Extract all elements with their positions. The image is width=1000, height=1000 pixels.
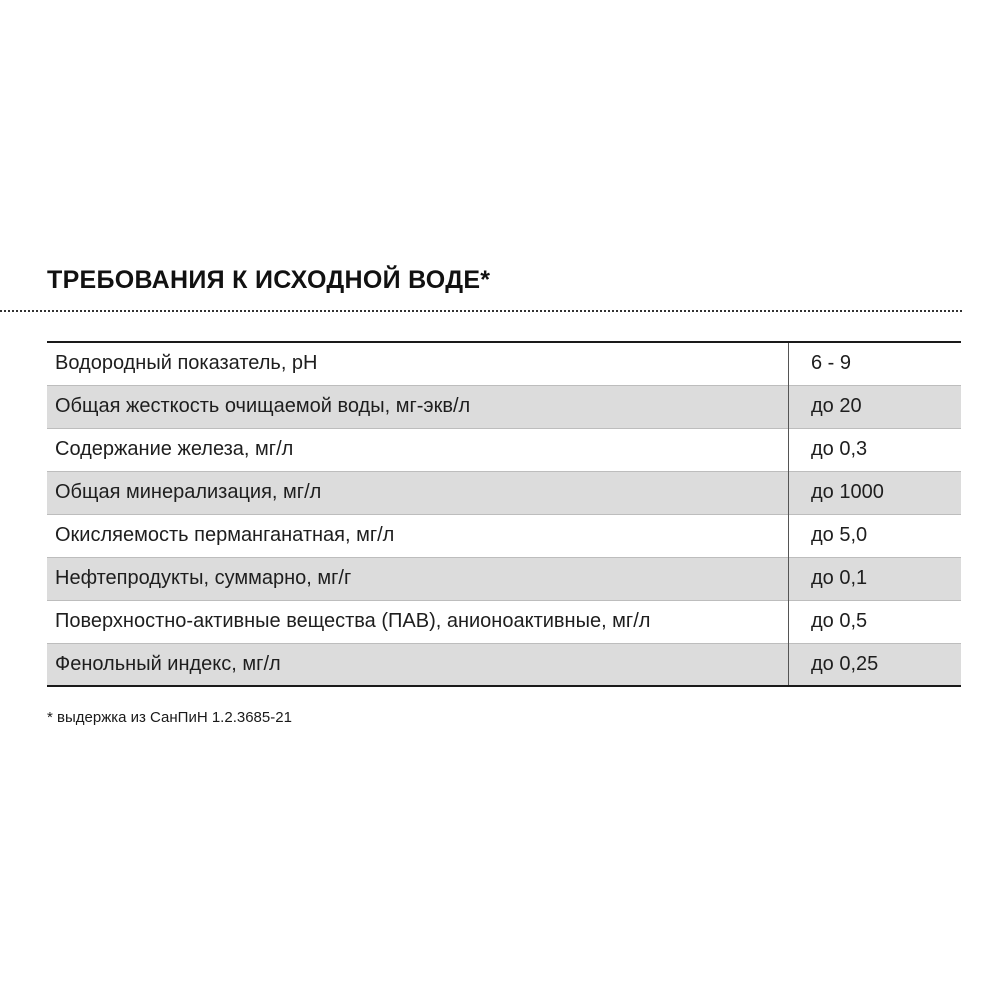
parameter-cell: Фенольный индекс, мг/л [47,643,789,686]
page-title: ТРЕБОВАНИЯ К ИСХОДНОЙ ВОДЕ* [47,266,491,294]
parameter-cell: Водородный показатель, pH [47,342,789,385]
value-cell: до 0,1 [789,557,962,600]
table-row [47,342,961,385]
parameter-cell: Общая минерализация, мг/л [47,471,789,514]
table-row [47,514,961,557]
table-row [47,557,961,600]
value-cell: до 5,0 [789,514,962,557]
value-cell: 6 - 9 [811,352,852,375]
table-row [47,471,961,514]
parameter-cell: Нефтепродукты, суммарно, мг/г [47,557,789,600]
footnote: * выдержка из СанПиН 1.2.3685-21 [47,709,292,726]
table-row [47,643,961,686]
parameter-cell: Поверхностно-активные вещества (ПАВ), анионоактивные, мг/л [47,600,789,643]
value-cell: до 0,5 [789,600,962,643]
parameter-cell: Окисляемость перманганатная, мг/л [47,514,789,557]
dotted-divider [0,310,962,312]
requirements-table [47,341,961,687]
parameter-cell: Общая жесткость очищаемой воды, мг-экв/л [47,385,789,428]
value-cell: до 1000 [789,471,962,514]
value-cell: до 20 [789,385,962,428]
table-row [47,428,961,471]
table-row [47,385,961,428]
value-cell: до 0,3 [789,428,962,471]
parameter-cell: Содержание железа, мг/л [47,428,789,471]
value-cell: до 0,25 [789,643,962,686]
table-row [47,600,961,643]
